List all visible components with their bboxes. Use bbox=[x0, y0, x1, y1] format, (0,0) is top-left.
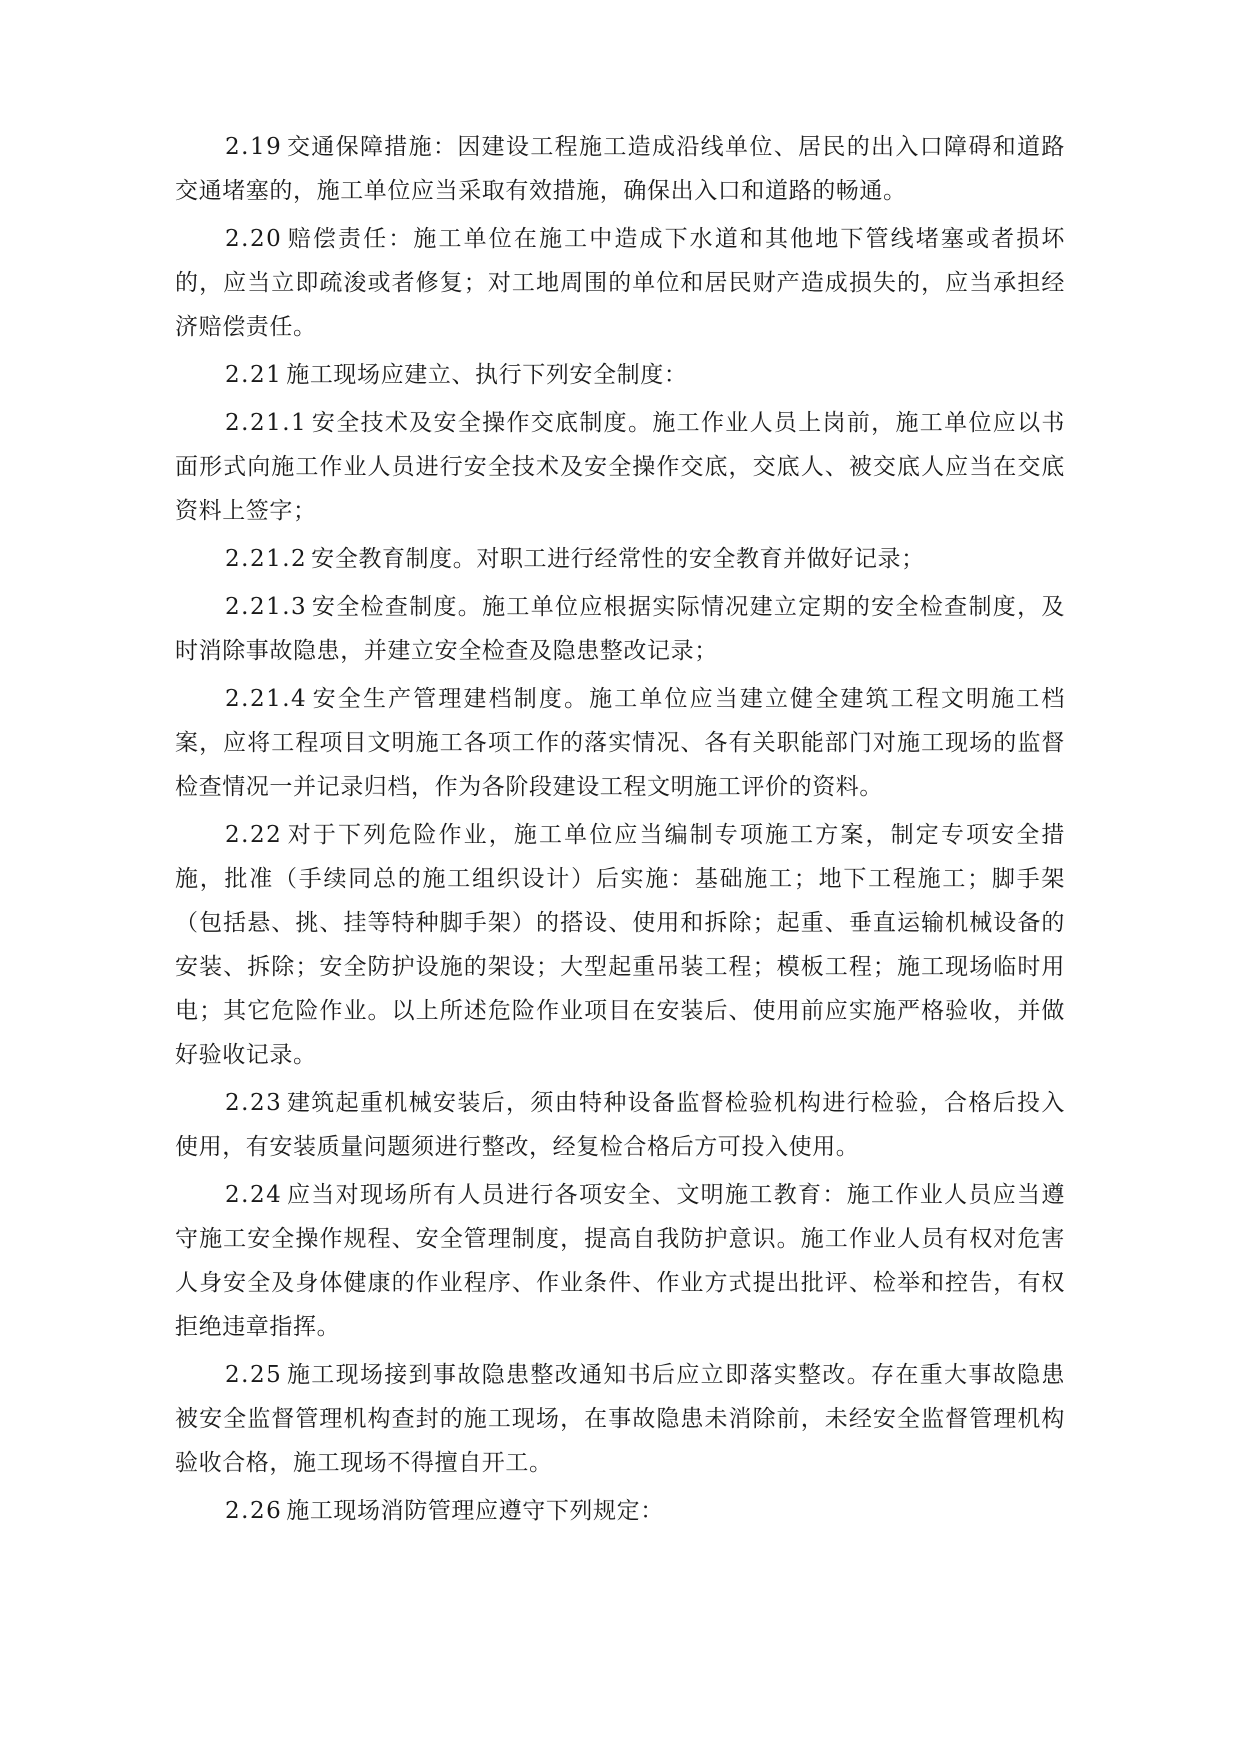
paragraph-2-25 bbox=[175, 1353, 1065, 1485]
clause-number: 2.26 bbox=[225, 1498, 283, 1524]
clause-text: 安全技术及安全操作交底制度。施工作业人员上岗前，施工单位应以书面形式向施工作业人员进行安全技术及安全操作交底，交底人、被交底人应当在交底资料上签字； bbox=[175, 410, 1065, 524]
clause-number: 2.21.2 bbox=[225, 546, 308, 572]
paragraph-2-20 bbox=[175, 217, 1065, 349]
clause-number: 2.21.3 bbox=[225, 594, 308, 620]
document-body bbox=[175, 125, 1065, 1537]
clause-text: 应当对现场所有人员进行各项安全、文明施工教育：施工作业人员应当遵守施工安全操作规程、安全管理制度，提高自我防护意识。施工作业人员有权对危害人身安全及身体健康的作业程序、作业条件、作业方式提出批评、检举和控告，有权拒绝违章指挥。 bbox=[175, 1182, 1065, 1340]
clause-text: 安全检查制度。施工单位应根据实际情况建立定期的安全检查制度，及时消除事故隐患，并建立安全检查及隐患整改记录； bbox=[175, 594, 1065, 664]
clause-number: 2.21.4 bbox=[225, 686, 308, 712]
clause-number: 2.23 bbox=[225, 1090, 283, 1116]
clause-text: 施工现场消防管理应遵守下列规定： bbox=[286, 1498, 664, 1524]
paragraph-2-21-2 bbox=[175, 537, 1065, 581]
paragraph-2-21-3 bbox=[175, 585, 1065, 673]
paragraph-2-24 bbox=[175, 1173, 1065, 1349]
clause-number: 2.21.1 bbox=[225, 410, 308, 436]
paragraph-2-22 bbox=[175, 813, 1065, 1077]
clause-number: 2.25 bbox=[225, 1362, 283, 1388]
clause-text: 安全教育制度。对职工进行经常性的安全教育并做好记录； bbox=[311, 546, 925, 572]
paragraph-2-21 bbox=[175, 353, 1065, 397]
clause-text: 建筑起重机械安装后，须由特种设备监督检验机构进行检验，合格后投入使用，有安装质量问题须进行整改，经复检合格后方可投入使用。 bbox=[175, 1090, 1065, 1160]
paragraph-2-21-4 bbox=[175, 677, 1065, 809]
paragraph-2-21-1 bbox=[175, 401, 1065, 533]
clause-text: 交通保障措施：因建设工程施工造成沿线单位、居民的出入口障碍和道路交通堵塞的，施工单位应当采取有效措施，确保出入口和道路的畅通。 bbox=[175, 134, 1065, 204]
paragraph-2-23 bbox=[175, 1081, 1065, 1169]
paragraph-2-26 bbox=[175, 1489, 1065, 1533]
clause-text: 赔偿责任：施工单位在施工中造成下水道和其他地下管线堵塞或者损坏的，应当立即疏浚或者修复；对工地周围的单位和居民财产造成损失的，应当承担经济赔偿责任。 bbox=[175, 226, 1065, 340]
clause-number: 2.21 bbox=[225, 362, 283, 388]
clause-number: 2.22 bbox=[225, 822, 283, 848]
clause-text: 对于下列危险作业，施工单位应当编制专项施工方案，制定专项安全措施，批准（手续同总的施工组织设计）后实施：基础施工；地下工程施工；脚手架（包括悬、挑、挂等特种脚手架）的搭设、使用和拆除；起重、垂直运输机械设备的安装、拆除；安全防护设施的架设；大型起重吊装工程；模板工程；施工现场临时用电；其它危险作业。以上所述危险作业项目在安装后、使用前应实施严格验收，并做好验收记录。 bbox=[175, 822, 1065, 1068]
clause-text: 安全生产管理建档制度。施工单位应当建立健全建筑工程文明施工档案，应将工程项目文明施工各项工作的落实情况、各有关职能部门对施工现场的监督检查情况一并记录归档，作为各阶段建设工程文明施工评价的资料。 bbox=[175, 686, 1065, 800]
clause-number: 2.19 bbox=[225, 134, 283, 160]
clause-number: 2.24 bbox=[225, 1182, 283, 1208]
clause-number: 2.20 bbox=[225, 226, 283, 252]
clause-text: 施工现场应建立、执行下列安全制度： bbox=[286, 362, 688, 388]
paragraph-2-19 bbox=[175, 125, 1065, 213]
clause-text: 施工现场接到事故隐患整改通知书后应立即落实整改。存在重大事故隐患被安全监督管理机构查封的施工现场，在事故隐患未消除前，未经安全监督管理机构验收合格，施工现场不得擅自开工。 bbox=[175, 1362, 1065, 1476]
